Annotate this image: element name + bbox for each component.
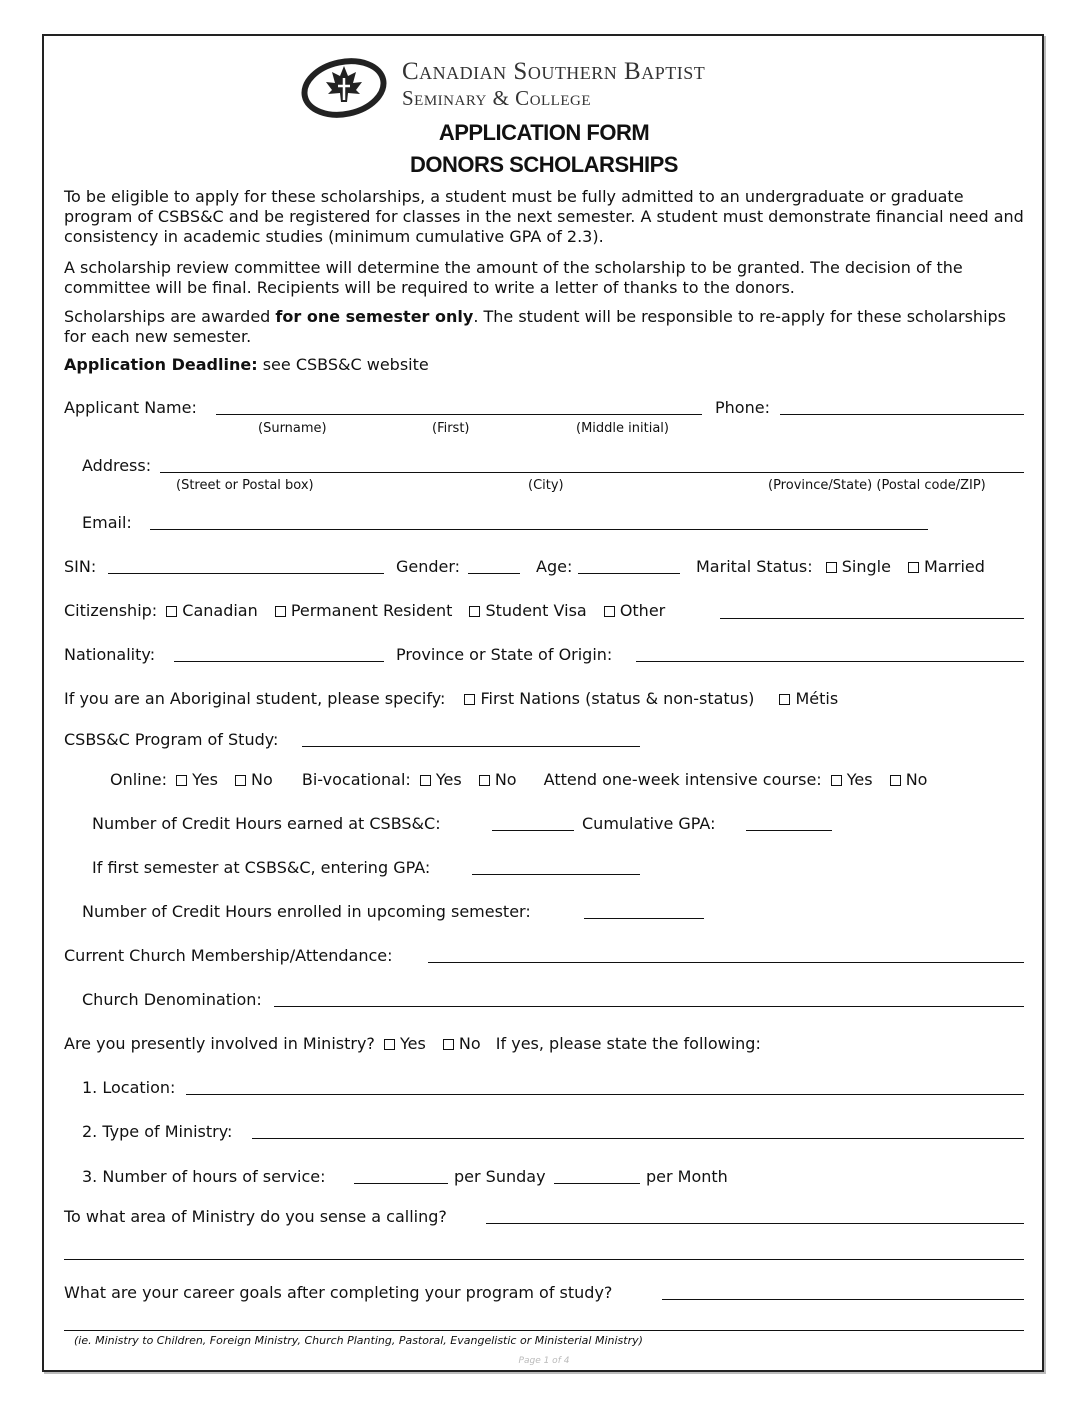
deadline-line: Application Deadline: see CSBS&C website [64,355,429,374]
online-label: Online: [110,770,167,789]
other-citizenship-field[interactable] [720,618,1024,619]
bivocational-no-checkbox[interactable] [479,775,490,786]
married-checkbox[interactable] [908,562,919,573]
type-of-ministry-label: 2. Type of Ministry: [82,1122,233,1141]
intensive-no-checkbox[interactable] [890,775,901,786]
metis-checkbox[interactable] [779,694,790,705]
ministry-yes-option: Yes [400,1034,426,1053]
phone-label: Phone: [715,398,770,417]
delivery-options-line [110,770,927,790]
single-checkbox[interactable] [826,562,837,573]
eligibility-paragraph: To be eligible to apply for these scholarships, a student must be fully admitted to an undergraduate or graduate program of CSBS&C and be registered for classes in the next semester. A student must demonstrate financial need and consistency in academic studies (minimum cumulative GPA of 2.3). [64,187,1024,246]
logo-name-line1: Canadian Southern Baptist [402,58,706,85]
denomination-label: Church Denomination: [82,990,262,1009]
age-field[interactable] [578,573,680,574]
logo-name-line2: Seminary & College [402,86,592,110]
ministry-no-checkbox[interactable] [443,1039,454,1050]
church-membership-label: Current Church Membership/Attendance: [64,946,393,965]
first-semester-gpa-label: If first semester at CSBS&C, entering GPA: [92,858,431,877]
aboriginal-line [64,689,838,709]
applicant-name-field[interactable] [216,414,702,415]
online-no-checkbox[interactable] [235,775,246,786]
first-semester-gpa-field[interactable] [472,874,640,875]
church-membership-field[interactable] [428,962,1024,963]
middle-initial-caption: (Middle initial) [576,421,669,436]
bivocational-yes-option: Yes [435,770,462,789]
city-caption: (City) [528,478,564,493]
address-label: Address: [82,456,152,475]
other-checkbox[interactable] [604,606,615,617]
cumulative-gpa-label: Cumulative GPA: [582,814,716,833]
semester-paragraph: Scholarships are awarded for one semester only. The student will be responsible to re-apply for these scholarships for each new semester. [64,307,1006,346]
cumulative-gpa-field[interactable] [746,830,832,831]
ministry-yes-checkbox[interactable] [384,1039,395,1050]
aboriginal-label: If you are an Aboriginal student, please specify: [64,689,446,708]
bivocational-no-option: No [494,770,517,789]
surname-caption: (Surname) [258,421,327,436]
career-goals-label: What are your career goals after completing your program of study? [64,1283,613,1302]
hours-per-month-field[interactable] [554,1183,640,1184]
hours-service-label: 3. Number of hours of service: [82,1167,326,1186]
location-field[interactable] [186,1094,1024,1095]
career-goals-field-line2[interactable] [64,1330,1024,1331]
citizenship-label: Citizenship: [64,601,158,620]
online-yes-checkbox[interactable] [176,775,187,786]
form-subtitle: DONORS SCHOLARSHIPS [410,152,678,177]
permanent-resident-checkbox[interactable] [275,606,286,617]
program-label: CSBS&C Program of Study: [64,730,279,749]
online-yes-option: Yes [192,770,218,789]
student-visa-option: Student Visa [485,601,587,620]
first-caption: (First) [432,421,470,436]
denomination-field[interactable] [274,1006,1024,1007]
metis-option: Métis [795,689,839,708]
credit-enrolled-label: Number of Credit Hours enrolled in upcoming semester: [82,902,531,921]
email-field[interactable] [150,529,928,530]
location-label: 1. Location: [82,1078,176,1097]
intensive-yes-option: Yes [846,770,873,789]
program-field[interactable] [302,746,640,747]
committee-paragraph: A scholarship review committee will determine the amount of the scholarship to be granted. The decision of the committee will be final. Recipients will be required to write a letter of thanks to the donors. [64,258,963,297]
province-origin-label: Province or State of Origin: [396,645,613,664]
sin-field[interactable] [108,573,384,574]
credit-enrolled-field[interactable] [584,918,704,919]
calling-label: To what area of Ministry do you sense a calling? [64,1207,447,1226]
gender-field[interactable] [468,573,520,574]
intensive-yes-checkbox[interactable] [831,775,842,786]
province-postal-caption: (Province/State) (Postal code/ZIP) [768,478,986,493]
bivocational-label: Bi-vocational: [301,770,411,789]
calling-field[interactable] [486,1223,1024,1224]
single-option: Single [841,557,891,576]
ministry-examples-note: (ie. Ministry to Children, Foreign Ministry, Church Planting, Pastoral, Evangelistic or Ministerial Ministry) [74,1334,643,1347]
phone-field[interactable] [780,414,1024,415]
ministry-no-option: No [458,1034,481,1053]
canadian-option: Canadian [182,601,258,620]
citizenship-line [64,601,665,621]
married-option: Married [924,557,985,576]
credit-earned-field[interactable] [492,830,574,831]
page-number: Page 1 of 4 [518,1356,570,1366]
career-goals-field[interactable] [662,1299,1024,1300]
street-caption: (Street or Postal box) [176,478,314,493]
permanent-resident-option: Permanent Resident [290,601,453,620]
first-nations-option: First Nations (status & non-status) [480,689,755,708]
marital-status-line [696,557,985,577]
sin-label: SIN: [64,557,97,576]
student-visa-checkbox[interactable] [469,606,480,617]
intensive-label: Attend one-week intensive course: [543,770,822,789]
seminary-logo-icon [300,56,396,118]
gender-label: Gender: [396,557,461,576]
intensive-no-option: No [905,770,928,789]
hours-per-sunday-field[interactable] [354,1183,448,1184]
ministry-if-yes-label: If yes, please state the following: [495,1034,761,1053]
marital-status-label: Marital Status: [696,557,813,576]
credit-earned-label: Number of Credit Hours earned at CSBS&C: [92,814,441,833]
age-label: Age: [536,557,573,576]
per-month-label: per Month [646,1167,728,1186]
form-title: APPLICATION FORM [438,120,650,145]
ministry-question-line [64,1034,761,1054]
ministry-question-label: Are you presently involved in Ministry? [64,1034,375,1053]
online-no-option: No [251,770,273,789]
address-field[interactable] [160,472,1024,473]
per-sunday-label: per Sunday [454,1167,546,1186]
canadian-checkbox[interactable] [166,606,177,617]
type-of-ministry-field[interactable] [252,1138,1024,1139]
nationality-label: Nationality: [64,645,156,664]
first-nations-checkbox[interactable] [464,694,475,705]
calling-field-line2[interactable] [64,1259,1024,1260]
other-option: Other [619,601,666,620]
email-label: Email: [82,513,132,532]
nationality-field[interactable] [174,661,384,662]
applicant-name-label: Applicant Name: [64,398,197,417]
bivocational-yes-checkbox[interactable] [420,775,431,786]
province-origin-field[interactable] [636,661,1024,662]
